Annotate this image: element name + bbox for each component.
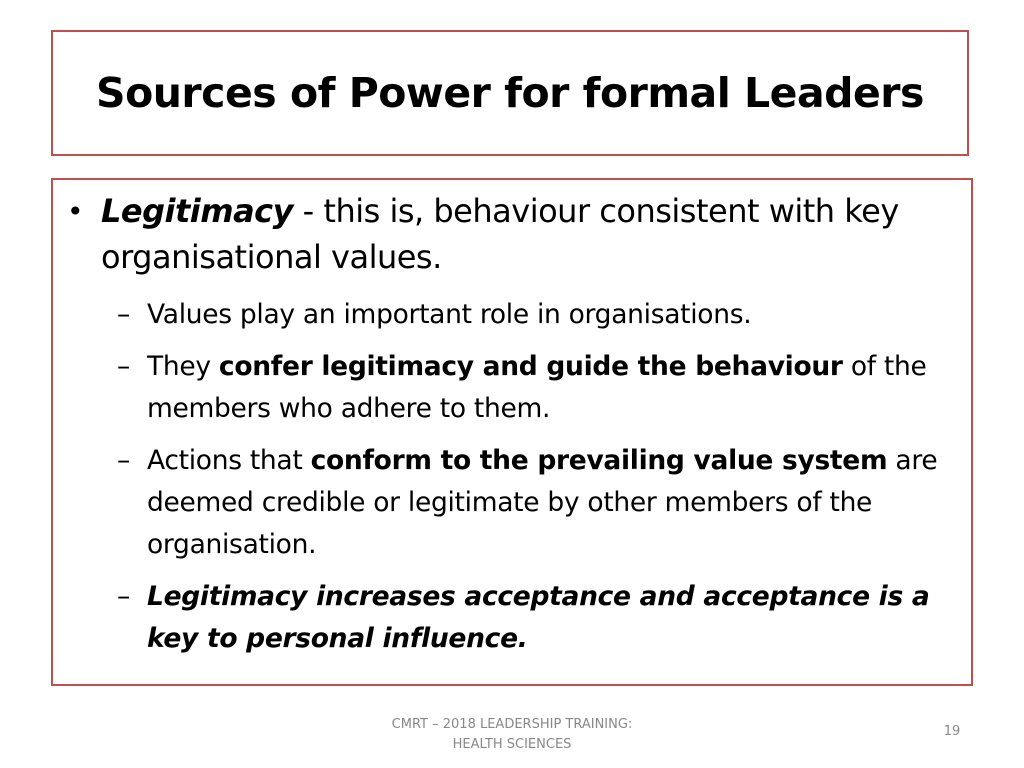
sub-bullet-acceptance xyxy=(53,576,971,660)
sub-bullet-bold: confer legitimacy and guide the behaviour xyxy=(218,351,843,382)
sub-bullet-confer xyxy=(53,346,971,430)
sub-bullet-values xyxy=(53,294,971,336)
sub-bullet-list xyxy=(53,294,971,670)
dash-marker: – xyxy=(117,299,130,330)
sub-bullet-post: are deemed credible or legitimate by other members of the organisation. xyxy=(147,445,938,560)
main-bullet-text xyxy=(101,188,961,280)
bullet-marker: • xyxy=(67,195,84,228)
footer-line-2: HEALTH SCIENCES xyxy=(452,737,572,752)
sub-bullet-text: Values play an important role in organisations. xyxy=(147,299,752,330)
sub-bullet-bold: conform to the prevailing value system xyxy=(310,445,888,476)
sub-bullet-pre: Actions that xyxy=(147,445,311,476)
dash-marker: – xyxy=(117,581,130,612)
slide-title: Sources of Power for formal Leaders xyxy=(96,68,924,117)
bullet-description: - this is, behaviour consistent with key organisational values. xyxy=(101,192,899,276)
title-box xyxy=(51,30,969,156)
dash-marker: – xyxy=(117,445,130,476)
sub-bullet-pre: They xyxy=(147,351,219,382)
page-number: 19 xyxy=(943,724,961,739)
content-box xyxy=(51,178,973,686)
bullet-term: Legitimacy xyxy=(101,192,293,230)
sub-bullet-post: of the members who adhere to them. xyxy=(147,351,927,424)
sub-bullet-actions xyxy=(53,440,971,566)
dash-marker: – xyxy=(117,351,130,382)
footer-line-1: CMRT – 2018 LEADERSHIP TRAINING: xyxy=(391,717,633,732)
sub-bullet-bold-italic: Legitimacy increases acceptance and acceptance is a key to personal influence. xyxy=(147,581,930,654)
slide-footer xyxy=(362,715,662,755)
